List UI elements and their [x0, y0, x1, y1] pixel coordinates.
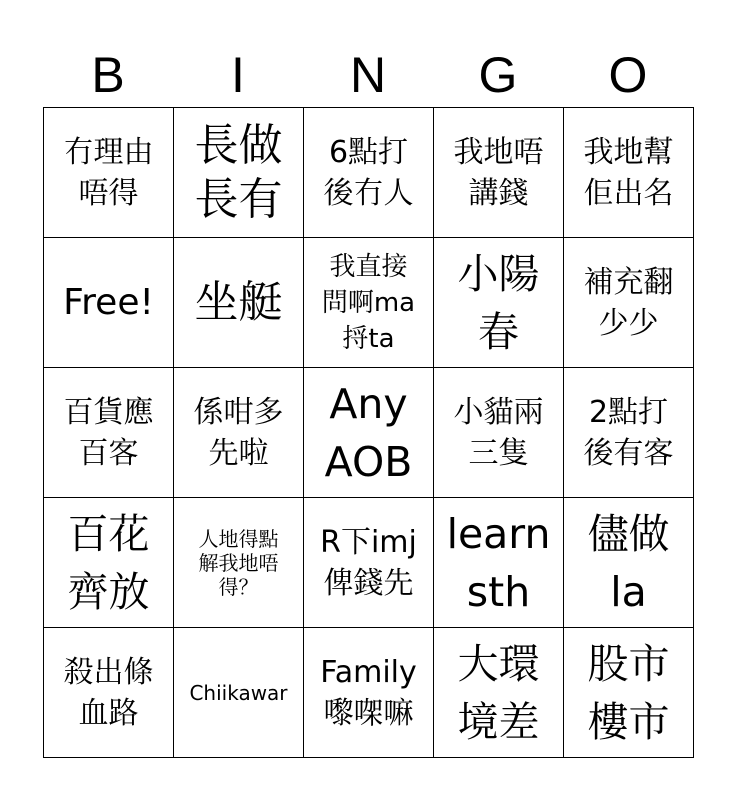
bingo-row: [44, 368, 694, 498]
cell-text: 冇理由 唔得: [63, 134, 154, 211]
bingo-header: [43, 44, 693, 106]
bingo-cell[interactable]: [564, 108, 694, 238]
bingo-cell[interactable]: [304, 238, 434, 368]
cell-text: Family 嚟㗎嘛: [320, 654, 417, 731]
bingo-row: [44, 238, 694, 368]
cell-text: 人地得點 解我地唔 得？: [198, 526, 279, 599]
cell-text: 儘做 la: [587, 509, 670, 616]
cell-text: 長做 長有: [194, 119, 283, 225]
bingo-cell[interactable]: [44, 498, 174, 628]
bingo-cell[interactable]: [434, 238, 564, 368]
cell-text: 百花 齊放: [67, 509, 150, 616]
bingo-cell[interactable]: [304, 368, 434, 498]
cell-text: Chiikawar: [189, 680, 288, 705]
cell-text: Free!: [63, 281, 154, 323]
bingo-cell[interactable]: [564, 238, 694, 368]
bingo-row: [44, 108, 694, 238]
cell-text: 股市 樓市: [587, 639, 670, 746]
cell-text: Any AOB: [324, 379, 413, 486]
bingo-row: [44, 628, 694, 758]
bingo-cell[interactable]: [44, 628, 174, 758]
cell-text: 百貨應 百客: [63, 394, 154, 471]
cell-text: 我地唔 講錢: [453, 134, 544, 211]
cell-text: R下imj 俾錢先: [320, 524, 417, 601]
header-letter-i: I: [231, 47, 245, 103]
bingo-cell[interactable]: [44, 108, 174, 238]
bingo-cell-free[interactable]: [44, 238, 174, 368]
bingo-cell[interactable]: [174, 628, 304, 758]
bingo-cell[interactable]: [304, 108, 434, 238]
bingo-cell[interactable]: [44, 368, 174, 498]
cell-text: 小貓兩 三隻: [453, 394, 544, 471]
cell-text: 2點打 後有客: [583, 394, 674, 471]
header-letter-b: B: [91, 47, 125, 103]
cell-text: 坐艇: [194, 276, 283, 328]
bingo-row: [44, 498, 694, 628]
header-letter-o: O: [608, 47, 648, 103]
cell-text: 6點打 後冇人: [323, 134, 414, 211]
cell-text: 係咁多 先啦: [193, 394, 284, 471]
bingo-cell[interactable]: [174, 108, 304, 238]
cell-text: 大環 境差: [457, 639, 540, 746]
bingo-cell[interactable]: [564, 368, 694, 498]
cell-text: 殺出條 血路: [63, 654, 154, 731]
cell-text: 小陽 春: [457, 249, 540, 356]
cell-text: 我直接 問啊ma 捋ta: [321, 251, 416, 354]
header-letter-n: N: [349, 47, 387, 103]
bingo-cell[interactable]: [174, 498, 304, 628]
bingo-cell[interactable]: [434, 368, 564, 498]
header-letter-g: G: [478, 47, 518, 103]
bingo-cell[interactable]: [434, 628, 564, 758]
bingo-cell[interactable]: [304, 498, 434, 628]
bingo-cell[interactable]: [564, 628, 694, 758]
bingo-cell[interactable]: [174, 368, 304, 498]
bingo-cell[interactable]: [174, 238, 304, 368]
bingo-grid: [43, 107, 694, 758]
cell-text: 我地幫 佢出名: [583, 134, 674, 211]
bingo-cell[interactable]: [434, 498, 564, 628]
bingo-cell[interactable]: [434, 108, 564, 238]
cell-text: 補充翻 少少: [583, 264, 674, 341]
bingo-cell[interactable]: [564, 498, 694, 628]
bingo-cell[interactable]: [304, 628, 434, 758]
cell-text: learn sth: [446, 509, 551, 616]
